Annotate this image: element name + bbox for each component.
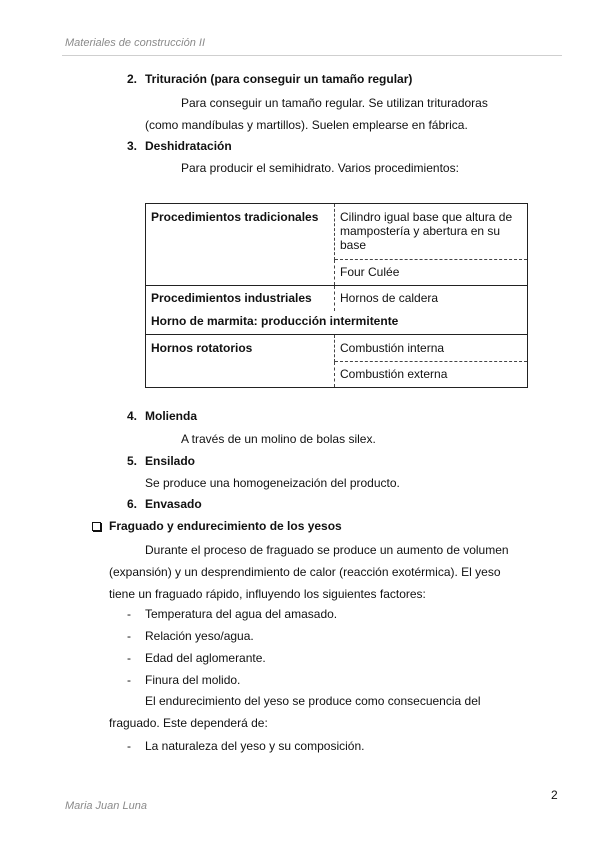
- table-row: [146, 362, 528, 388]
- running-header: Materiales de construcción II: [65, 37, 206, 49]
- step-body-line: A través de un molino de bolas silex.: [181, 432, 376, 446]
- step-body-line: Se produce una homogeneización del producto.: [145, 476, 400, 490]
- table-row: [146, 286, 528, 312]
- procedures-table: [145, 203, 528, 388]
- paragraph-line: tiene un fraguado rápido, influyendo los siguientes factores:: [109, 587, 426, 601]
- dash-bullet: -: [127, 739, 131, 753]
- table-cell-value: Hornos de caldera: [335, 286, 528, 312]
- table-row: [146, 335, 528, 362]
- running-footer-author: Maria Juan Luna: [65, 800, 147, 812]
- step-title: Envasado: [145, 497, 202, 511]
- page-number: 2: [551, 788, 558, 802]
- step-number: 5.: [127, 454, 138, 468]
- step-body-line: Para conseguir un tamaño regular. Se utilizan trituradoras: [181, 96, 488, 110]
- paragraph-line: fraguado. Este dependerá de:: [109, 716, 268, 730]
- section-title: Fraguado y endurecimiento de los yesos: [109, 519, 342, 533]
- table-cell-label: Procedimientos industriales: [146, 286, 335, 312]
- dash-bullet: -: [127, 607, 131, 621]
- factor-item: Relación yeso/agua.: [145, 629, 254, 643]
- factor-item: Temperatura del agua del amasado.: [145, 607, 338, 621]
- step-body-line: Para producir el semihidrato. Varios procedimientos:: [181, 161, 459, 175]
- table-cell-value: Combustión externa: [335, 362, 528, 388]
- table-row: [146, 204, 528, 260]
- table-cell-label: Hornos rotatorios: [146, 335, 335, 362]
- table-cell-empty: [146, 362, 335, 388]
- factor-item: Edad del aglomerante.: [145, 651, 266, 665]
- dependency-item: La naturaleza del yeso y su composición.: [145, 739, 365, 753]
- step-number: 6.: [127, 497, 138, 511]
- step-body-line: (como mandíbulas y martillos). Suelen emplearse en fábrica.: [145, 118, 468, 132]
- factor-item: Finura del molido.: [145, 673, 241, 687]
- table-cell-span: Horno de marmita: producción intermitente: [151, 314, 399, 328]
- step-number: 4.: [127, 409, 138, 423]
- table-row: [146, 260, 528, 286]
- table-cell-value: Four Culée: [335, 260, 528, 286]
- step-title: Ensilado: [145, 454, 196, 468]
- paragraph-line: Durante el proceso de fraguado se produce un aumento de volumen: [145, 543, 509, 557]
- table-cell-value: Cilindro igual base que altura de mampostería y abertura en su base: [335, 204, 528, 260]
- dash-bullet: -: [127, 673, 131, 687]
- step-title: Deshidratación: [145, 139, 232, 153]
- dash-bullet: -: [127, 629, 131, 643]
- step-number: 2.: [127, 72, 138, 86]
- paragraph-line: (expansión) y un desprendimiento de calor (reacción exotérmica). El yeso: [109, 565, 501, 579]
- header-divider: [62, 55, 562, 56]
- step-title: Molienda: [145, 409, 198, 423]
- table-row: [146, 311, 528, 335]
- checkbox-bullet-icon: [92, 522, 101, 531]
- step-number: 3.: [127, 139, 138, 153]
- table-cell-value: Combustión interna: [335, 335, 528, 362]
- step-title: Trituración (para conseguir un tamaño regular): [145, 72, 413, 86]
- dash-bullet: -: [127, 651, 131, 665]
- table-cell-empty: [146, 260, 335, 286]
- table-cell-label: Procedimientos tradicionales: [146, 204, 335, 260]
- paragraph-line: El endurecimiento del yeso se produce como consecuencia del: [145, 694, 481, 708]
